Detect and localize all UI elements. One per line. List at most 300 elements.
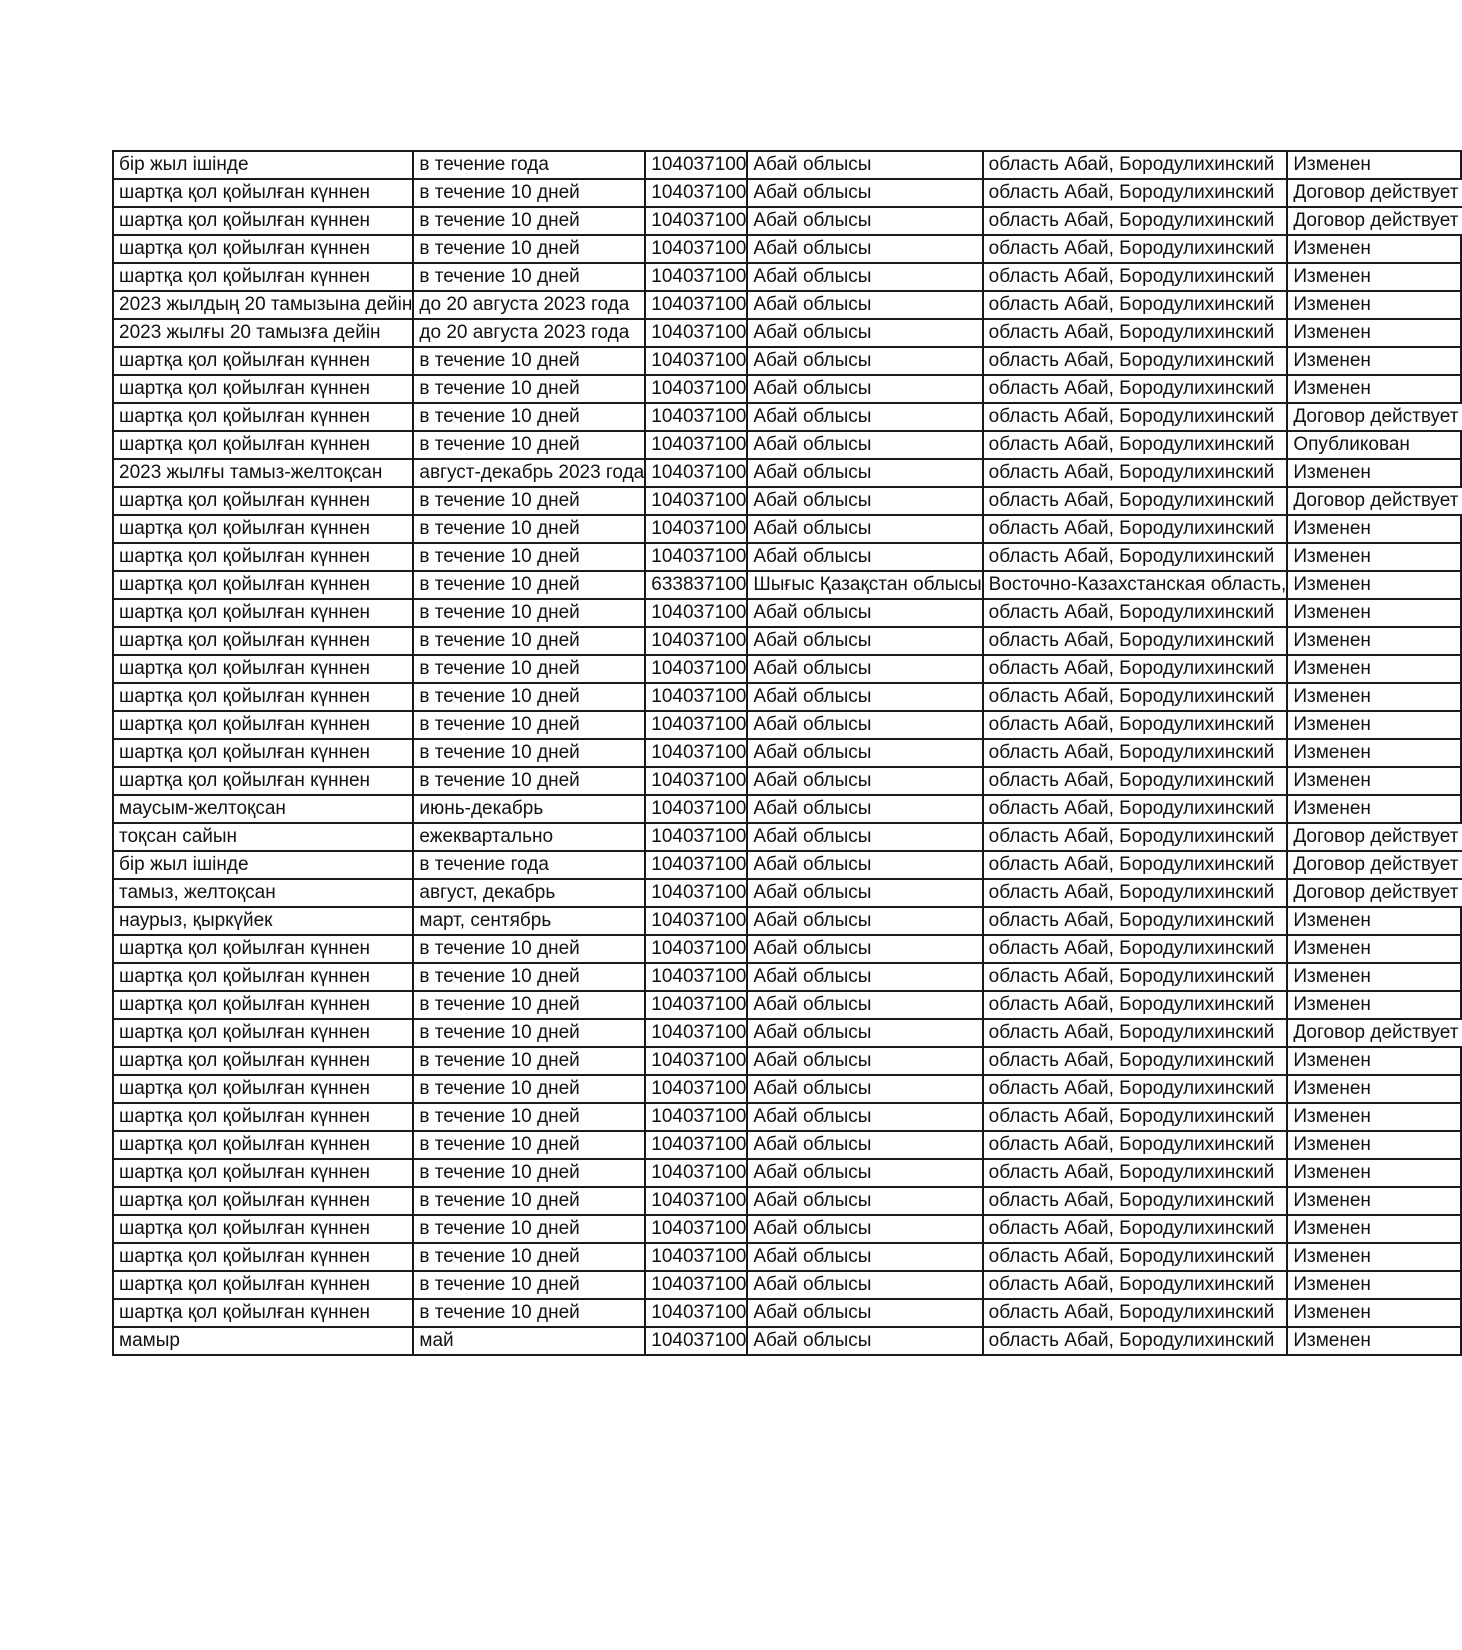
status-cell <box>1287 655 1461 683</box>
table-row <box>113 1243 1461 1271</box>
status-cell <box>1287 823 1461 851</box>
region-kz-cell: Абай облысы <box>747 795 982 823</box>
period-ru-cell: в течение 10 дней <box>413 1047 645 1075</box>
period-ru-cell: в течение 10 дней <box>413 991 645 1019</box>
region-ru-cell: область Абай, Бородулихинский <box>983 179 1288 207</box>
region-ru-cell: область Абай, Бородулихинский <box>983 515 1288 543</box>
period-kz-cell: тамыз, желтоқсан <box>113 879 413 907</box>
period-ru-cell: в течение 10 дней <box>413 1131 645 1159</box>
kato-code-cell: 104037100 <box>645 263 747 291</box>
region-ru-cell: область Абай, Бородулихинский <box>983 739 1288 767</box>
status-cell <box>1287 291 1461 319</box>
period-kz-cell: шартқа қол қойылған күннен <box>113 235 413 263</box>
period-kz-cell: 2023 жылғы тамыз-желтоқсан <box>113 459 413 487</box>
kato-code-cell: 104037100 <box>645 1215 747 1243</box>
region-ru-cell: область Абай, Бородулихинский <box>983 627 1288 655</box>
table-row <box>113 991 1461 1019</box>
status-text: Изменен <box>1293 742 1371 763</box>
status-cell <box>1287 1103 1461 1131</box>
table-row <box>113 347 1461 375</box>
period-ru-cell: август, декабрь <box>413 879 645 907</box>
table-row <box>113 711 1461 739</box>
table-row <box>113 1327 1461 1355</box>
kato-code-cell: 104037100 <box>645 711 747 739</box>
region-kz-cell: Абай облысы <box>747 1243 982 1271</box>
region-kz-cell: Абай облысы <box>747 1075 982 1103</box>
status-text: Изменен <box>1293 294 1371 315</box>
period-kz-cell: шартқа қол қойылған күннен <box>113 1159 413 1187</box>
table-row <box>113 319 1461 347</box>
kato-code-cell: 104037100 <box>645 1075 747 1103</box>
region-kz-cell: Абай облысы <box>747 767 982 795</box>
period-kz-cell: шартқа қол қойылған күннен <box>113 1243 413 1271</box>
period-ru-cell: в течение 10 дней <box>413 1243 645 1271</box>
period-ru-cell: в течение 10 дней <box>413 487 645 515</box>
kato-code-cell: 104037100 <box>645 1243 747 1271</box>
period-ru-cell: в течение 10 дней <box>413 1075 645 1103</box>
region-ru-cell: область Абай, Бородулихинский <box>983 291 1288 319</box>
period-ru-cell: в течение 10 дней <box>413 711 645 739</box>
status-text: Изменен <box>1293 1302 1371 1323</box>
status-text: Изменен <box>1293 798 1371 819</box>
region-ru-cell: область Абай, Бородулихинский <box>983 879 1288 907</box>
table-row <box>113 151 1461 179</box>
period-kz-cell: шартқа қол қойылған күннен <box>113 1187 413 1215</box>
status-text: Изменен <box>1293 1190 1371 1211</box>
period-ru-cell: май <box>413 1327 645 1355</box>
status-cell <box>1287 683 1461 711</box>
status-cell <box>1287 1215 1461 1243</box>
kato-code-cell: 104037100 <box>645 655 747 683</box>
region-kz-cell: Абай облысы <box>747 207 982 235</box>
kato-code-cell: 104037100 <box>645 599 747 627</box>
period-ru-cell: в течение 10 дней <box>413 1103 645 1131</box>
region-ru-cell: Восточно-Казахстанская область, <box>983 571 1288 599</box>
status-cell <box>1287 1327 1461 1355</box>
status-text: Изменен <box>1293 938 1371 959</box>
table-row <box>113 179 1461 207</box>
region-kz-cell: Абай облысы <box>747 1215 982 1243</box>
region-kz-cell: Абай облысы <box>747 151 982 179</box>
region-ru-cell: область Абай, Бородулихинский <box>983 907 1288 935</box>
kato-code-cell: 104037100 <box>645 1299 747 1327</box>
table-row <box>113 1047 1461 1075</box>
status-cell <box>1287 375 1461 403</box>
table-row <box>113 1159 1461 1187</box>
period-kz-cell: шартқа қол қойылған күннен <box>113 627 413 655</box>
period-ru-cell: в течение 10 дней <box>413 935 645 963</box>
period-ru-cell: в течение 10 дней <box>413 599 645 627</box>
status-text: Изменен <box>1293 1134 1371 1155</box>
kato-code-cell: 104037100 <box>645 179 747 207</box>
region-kz-cell: Абай облысы <box>747 1019 982 1047</box>
status-text: Изменен <box>1293 154 1371 175</box>
kato-code-cell: 104037100 <box>645 823 747 851</box>
table-row <box>113 1103 1461 1131</box>
region-kz-cell: Абай облысы <box>747 739 982 767</box>
kato-code-cell: 104037100 <box>645 739 747 767</box>
status-cell <box>1287 347 1461 375</box>
region-kz-cell: Абай облысы <box>747 991 982 1019</box>
region-kz-cell: Абай облысы <box>747 879 982 907</box>
table-row <box>113 683 1461 711</box>
period-kz-cell: 2023 жылғы 20 тамызға дейін <box>113 319 413 347</box>
status-cell <box>1287 879 1461 907</box>
period-kz-cell: шартқа қол қойылған күннен <box>113 767 413 795</box>
table-row <box>113 1187 1461 1215</box>
status-cell <box>1287 795 1461 823</box>
status-cell <box>1287 1047 1461 1075</box>
status-cell <box>1287 991 1461 1019</box>
status-cell <box>1287 1187 1461 1215</box>
period-kz-cell: шартқа қол қойылған күннен <box>113 1075 413 1103</box>
region-ru-cell: область Абай, Бородулихинский <box>983 795 1288 823</box>
kato-code-cell: 104037100 <box>645 991 747 1019</box>
kato-code-cell: 104037100 <box>645 375 747 403</box>
status-text: Изменен <box>1293 1246 1371 1267</box>
region-kz-cell: Абай облысы <box>747 711 982 739</box>
kato-code-cell: 104037100 <box>645 963 747 991</box>
status-cell <box>1287 431 1461 459</box>
kato-code-cell: 104037100 <box>645 515 747 543</box>
kato-code-cell: 104037100 <box>645 431 747 459</box>
region-kz-cell: Абай облысы <box>747 851 982 879</box>
status-text: Изменен <box>1293 462 1371 483</box>
kato-code-cell: 104037100 <box>645 235 747 263</box>
region-ru-cell: область Абай, Бородулихинский <box>983 403 1288 431</box>
table-row <box>113 375 1461 403</box>
period-ru-cell: в течение 10 дней <box>413 963 645 991</box>
kato-code-cell: 104037100 <box>645 935 747 963</box>
region-ru-cell: область Абай, Бородулихинский <box>983 1019 1288 1047</box>
period-kz-cell: бір жыл ішінде <box>113 851 413 879</box>
table-row <box>113 879 1461 907</box>
status-cell <box>1287 711 1461 739</box>
status-text: Договор действует <box>1293 208 1460 234</box>
table-row <box>113 431 1461 459</box>
status-cell <box>1287 907 1461 935</box>
period-ru-cell: в течение 10 дней <box>413 1019 645 1047</box>
region-ru-cell: область Абай, Бородулихинский <box>983 1131 1288 1159</box>
period-kz-cell: шартқа қол қойылған күннен <box>113 1131 413 1159</box>
kato-code-cell: 104037100 <box>645 683 747 711</box>
region-kz-cell: Абай облысы <box>747 263 982 291</box>
region-kz-cell: Абай облысы <box>747 291 982 319</box>
kato-code-cell: 104037100 <box>645 1271 747 1299</box>
table-row <box>113 291 1461 319</box>
status-text: Изменен <box>1293 630 1371 651</box>
status-text: Изменен <box>1293 1218 1371 1239</box>
status-text: Изменен <box>1293 714 1371 735</box>
status-cell <box>1287 767 1461 795</box>
table-row <box>113 1215 1461 1243</box>
status-text: Договор действует <box>1293 180 1460 206</box>
kato-code-cell: 104037100 <box>645 795 747 823</box>
period-kz-cell: шартқа қол қойылған күннен <box>113 431 413 459</box>
status-text: Изменен <box>1293 546 1371 567</box>
period-kz-cell: шартқа қол қойылған күннен <box>113 347 413 375</box>
period-ru-cell: в течение 10 дней <box>413 543 645 571</box>
region-kz-cell: Абай облысы <box>747 375 982 403</box>
table-row <box>113 655 1461 683</box>
period-kz-cell: тоқсан сайын <box>113 823 413 851</box>
status-text: Договор действует <box>1293 1020 1460 1046</box>
region-kz-cell: Абай облысы <box>747 627 982 655</box>
region-ru-cell: область Абай, Бородулихинский <box>983 851 1288 879</box>
status-text: Изменен <box>1293 686 1371 707</box>
status-text: Изменен <box>1293 770 1371 791</box>
period-kz-cell: шартқа қол қойылған күннен <box>113 179 413 207</box>
status-text: Изменен <box>1293 994 1371 1015</box>
status-text: Изменен <box>1293 238 1371 259</box>
period-kz-cell: бір жыл ішінде <box>113 151 413 179</box>
period-ru-cell: в течение 10 дней <box>413 1159 645 1187</box>
status-text: Изменен <box>1293 1050 1371 1071</box>
period-kz-cell: шартқа қол қойылған күннен <box>113 599 413 627</box>
table-row <box>113 1075 1461 1103</box>
period-kz-cell: шартқа қол қойылған күннен <box>113 1103 413 1131</box>
table-row <box>113 767 1461 795</box>
period-ru-cell: до 20 августа 2023 года <box>413 319 645 347</box>
region-kz-cell: Абай облысы <box>747 1327 982 1355</box>
table-row <box>113 459 1461 487</box>
status-text: Изменен <box>1293 350 1371 371</box>
status-text: Изменен <box>1293 1330 1371 1351</box>
region-kz-cell: Абай облысы <box>747 1299 982 1327</box>
period-ru-cell: в течение 10 дней <box>413 403 645 431</box>
region-ru-cell: область Абай, Бородулихинский <box>983 319 1288 347</box>
status-text: Изменен <box>1293 1274 1371 1295</box>
kato-code-cell: 104037100 <box>645 1159 747 1187</box>
region-ru-cell: область Абай, Бородулихинский <box>983 683 1288 711</box>
region-kz-cell: Абай облысы <box>747 431 982 459</box>
status-cell <box>1287 207 1461 235</box>
period-ru-cell: август-декабрь 2023 года <box>413 459 645 487</box>
period-ru-cell: в течение года <box>413 151 645 179</box>
kato-code-cell: 104037100 <box>645 1103 747 1131</box>
kato-code-cell: 104037100 <box>645 207 747 235</box>
kato-code-cell: 104037100 <box>645 487 747 515</box>
region-kz-cell: Абай облысы <box>747 599 982 627</box>
period-ru-cell: в течение 10 дней <box>413 683 645 711</box>
region-ru-cell: область Абай, Бородулихинский <box>983 1327 1288 1355</box>
period-kz-cell: шартқа қол қойылған күннен <box>113 263 413 291</box>
region-ru-cell: область Абай, Бородулихинский <box>983 263 1288 291</box>
status-text: Изменен <box>1293 1162 1371 1183</box>
region-ru-cell: область Абай, Бородулихинский <box>983 487 1288 515</box>
status-cell <box>1287 459 1461 487</box>
region-kz-cell: Абай облысы <box>747 907 982 935</box>
status-text: Договор действует <box>1293 824 1460 850</box>
status-cell <box>1287 319 1461 347</box>
region-ru-cell: область Абай, Бородулихинский <box>983 1243 1288 1271</box>
status-text: Изменен <box>1293 658 1371 679</box>
period-ru-cell: в течение 10 дней <box>413 347 645 375</box>
kato-code-cell: 104037100 <box>645 1327 747 1355</box>
table-row <box>113 823 1461 851</box>
status-cell <box>1287 487 1461 515</box>
period-ru-cell: в течение 10 дней <box>413 263 645 291</box>
region-kz-cell: Абай облысы <box>747 1271 982 1299</box>
status-cell <box>1287 1271 1461 1299</box>
status-text: Изменен <box>1293 574 1371 595</box>
period-ru-cell: в течение 10 дней <box>413 207 645 235</box>
region-ru-cell: область Абай, Бородулихинский <box>983 1271 1288 1299</box>
region-kz-cell: Абай облысы <box>747 823 982 851</box>
kato-code-cell: 104037100 <box>645 403 747 431</box>
period-ru-cell: в течение 10 дней <box>413 571 645 599</box>
region-ru-cell: область Абай, Бородулихинский <box>983 1159 1288 1187</box>
status-cell <box>1287 543 1461 571</box>
status-cell <box>1287 935 1461 963</box>
period-kz-cell: шартқа қол қойылған күннен <box>113 1019 413 1047</box>
period-kz-cell: шартқа қол қойылған күннен <box>113 1215 413 1243</box>
status-cell <box>1287 571 1461 599</box>
period-kz-cell: наурыз, қыркүйек <box>113 907 413 935</box>
status-cell <box>1287 1299 1461 1327</box>
region-kz-cell: Абай облысы <box>747 1103 982 1131</box>
region-kz-cell: Абай облысы <box>747 403 982 431</box>
region-ru-cell: область Абай, Бородулихинский <box>983 599 1288 627</box>
period-ru-cell: в течение 10 дней <box>413 431 645 459</box>
region-ru-cell: область Абай, Бородулихинский <box>983 207 1288 235</box>
status-cell <box>1287 739 1461 767</box>
table-row <box>113 795 1461 823</box>
region-ru-cell: область Абай, Бородулихинский <box>983 711 1288 739</box>
status-cell <box>1287 515 1461 543</box>
table-row <box>113 403 1461 431</box>
period-kz-cell: шартқа қол қойылған күннен <box>113 963 413 991</box>
region-ru-cell: область Абай, Бородулихинский <box>983 1187 1288 1215</box>
region-ru-cell: область Абай, Бородулихинский <box>983 655 1288 683</box>
status-text: Договор действует <box>1293 880 1460 906</box>
period-kz-cell: шартқа қол қойылған күннен <box>113 207 413 235</box>
region-ru-cell: область Абай, Бородулихинский <box>983 235 1288 263</box>
status-cell <box>1287 179 1461 207</box>
table-row <box>113 1019 1461 1047</box>
region-kz-cell: Абай облысы <box>747 1047 982 1075</box>
period-ru-cell: в течение 10 дней <box>413 655 645 683</box>
region-kz-cell: Абай облысы <box>747 1187 982 1215</box>
status-cell <box>1287 1243 1461 1271</box>
region-kz-cell: Абай облысы <box>747 347 982 375</box>
kato-code-cell: 104037100 <box>645 1047 747 1075</box>
period-ru-cell: в течение 10 дней <box>413 235 645 263</box>
period-kz-cell: шартқа қол қойылған күннен <box>113 935 413 963</box>
region-kz-cell: Абай облысы <box>747 935 982 963</box>
kato-code-cell: 104037100 <box>645 1187 747 1215</box>
period-ru-cell: в течение 10 дней <box>413 627 645 655</box>
table-row <box>113 263 1461 291</box>
period-kz-cell: шартқа қол қойылған күннен <box>113 487 413 515</box>
period-kz-cell: шартқа қол қойылған күннен <box>113 515 413 543</box>
region-kz-cell: Абай облысы <box>747 515 982 543</box>
period-kz-cell: 2023 жылдың 20 тамызына дейін <box>113 291 413 319</box>
status-cell <box>1287 1131 1461 1159</box>
region-kz-cell: Абай облысы <box>747 179 982 207</box>
region-ru-cell: область Абай, Бородулихинский <box>983 1103 1288 1131</box>
kato-code-cell: 104037100 <box>645 851 747 879</box>
period-kz-cell: шартқа қол қойылған күннен <box>113 739 413 767</box>
period-kz-cell: шартқа қол қойылған күннен <box>113 683 413 711</box>
kato-code-cell: 633837100 <box>645 571 747 599</box>
status-text: Договор действует <box>1293 404 1460 430</box>
region-ru-cell: область Абай, Бородулихинский <box>983 963 1288 991</box>
table-row <box>113 963 1461 991</box>
status-text: Договор действует <box>1293 852 1460 878</box>
region-ru-cell: область Абай, Бородулихинский <box>983 543 1288 571</box>
period-ru-cell: в течение 10 дней <box>413 1187 645 1215</box>
status-text: Изменен <box>1293 910 1371 931</box>
kato-code-cell: 104037100 <box>645 459 747 487</box>
kato-code-cell: 104037100 <box>645 627 747 655</box>
status-cell <box>1287 599 1461 627</box>
region-ru-cell: область Абай, Бородулихинский <box>983 767 1288 795</box>
table-row <box>113 515 1461 543</box>
period-ru-cell: в течение 10 дней <box>413 767 645 795</box>
kato-code-cell: 104037100 <box>645 1019 747 1047</box>
kato-code-cell: 104037100 <box>645 879 747 907</box>
region-kz-cell: Абай облысы <box>747 1159 982 1187</box>
region-kz-cell: Абай облысы <box>747 487 982 515</box>
table-row <box>113 739 1461 767</box>
region-ru-cell: область Абай, Бородулихинский <box>983 1215 1288 1243</box>
period-ru-cell: в течение 10 дней <box>413 1299 645 1327</box>
kato-code-cell: 104037100 <box>645 1131 747 1159</box>
table-row <box>113 851 1461 879</box>
period-kz-cell: шартқа қол қойылған күннен <box>113 1299 413 1327</box>
kato-code-cell: 104037100 <box>645 543 747 571</box>
spreadsheet-page <box>112 150 1462 1356</box>
region-kz-cell: Абай облысы <box>747 1131 982 1159</box>
region-ru-cell: область Абай, Бородулихинский <box>983 991 1288 1019</box>
region-kz-cell: Шығыс Қазақстан облысы <box>747 571 982 599</box>
period-ru-cell: в течение года <box>413 851 645 879</box>
kato-code-cell: 104037100 <box>645 151 747 179</box>
status-text: Договор действует <box>1293 488 1460 514</box>
region-ru-cell: область Абай, Бородулихинский <box>983 1047 1288 1075</box>
region-kz-cell: Абай облысы <box>747 683 982 711</box>
status-text: Изменен <box>1293 518 1371 539</box>
table-body <box>113 151 1461 1355</box>
table-row <box>113 543 1461 571</box>
region-kz-cell: Абай облысы <box>747 655 982 683</box>
period-kz-cell: шартқа қол қойылған күннен <box>113 1047 413 1075</box>
region-kz-cell: Абай облысы <box>747 235 982 263</box>
period-kz-cell: маусым-желтоқсан <box>113 795 413 823</box>
status-text: Изменен <box>1293 266 1371 287</box>
period-kz-cell: мамыр <box>113 1327 413 1355</box>
status-text: Изменен <box>1293 1106 1371 1127</box>
period-ru-cell: в течение 10 дней <box>413 1215 645 1243</box>
table-row <box>113 235 1461 263</box>
status-cell <box>1287 1159 1461 1187</box>
kato-code-cell: 104037100 <box>645 767 747 795</box>
period-kz-cell: шартқа қол қойылған күннен <box>113 1271 413 1299</box>
status-cell <box>1287 235 1461 263</box>
table-row <box>113 571 1461 599</box>
period-ru-cell: в течение 10 дней <box>413 515 645 543</box>
table-row <box>113 1271 1461 1299</box>
period-ru-cell: ежеквартально <box>413 823 645 851</box>
table-row <box>113 207 1461 235</box>
region-ru-cell: область Абай, Бородулихинский <box>983 375 1288 403</box>
period-ru-cell: в течение 10 дней <box>413 375 645 403</box>
table-row <box>113 487 1461 515</box>
period-kz-cell: шартқа қол қойылған күннен <box>113 711 413 739</box>
status-cell <box>1287 963 1461 991</box>
status-cell <box>1287 263 1461 291</box>
